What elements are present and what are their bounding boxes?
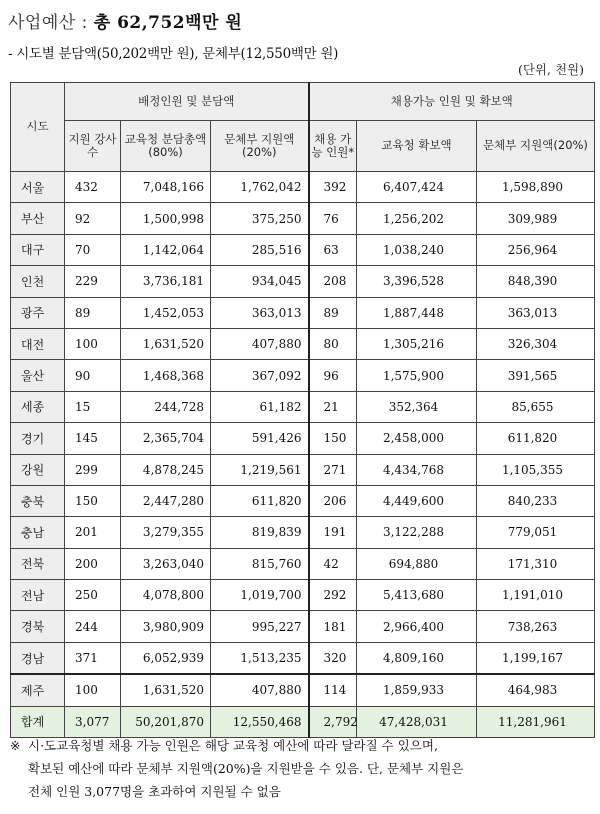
cell-edu-secured: 3,122,288 xyxy=(357,517,477,548)
page-title xyxy=(8,8,242,33)
cell-region: 제주 xyxy=(11,674,65,706)
cell-ministry-a: 1,219,561 xyxy=(211,454,309,485)
cell-edu-secured: 1,038,240 xyxy=(357,234,477,265)
cell-ministry-a: 367,092 xyxy=(211,360,309,391)
cell-region: 인천 xyxy=(11,266,65,297)
cell-edu-secured: 1,575,900 xyxy=(357,360,477,391)
table-row xyxy=(11,391,595,422)
cell-edu-share: 1,142,064 xyxy=(121,234,211,265)
title-value: 총 62,752백만 원 xyxy=(93,13,243,33)
cell-edu-share: 6,052,939 xyxy=(121,642,211,674)
cell-region: 대전 xyxy=(11,328,65,359)
cell-edu-secured: 1,256,202 xyxy=(357,203,477,234)
cell-hireable: 42 xyxy=(309,548,357,579)
table-row xyxy=(11,642,595,674)
title-label: 사업예산 : xyxy=(8,13,94,33)
note-line-2: 확보된 예산에 따라 문체부 지원액(20%)을 지원받을 수 있음. 단, 문체부 지원은 xyxy=(28,761,464,776)
cell-hireable: 206 xyxy=(309,485,357,516)
cell-edu-share: 1,500,998 xyxy=(121,203,211,234)
cell-edu-share: 3,736,181 xyxy=(121,266,211,297)
cell-edu-secured: 6,407,424 xyxy=(357,172,477,203)
cell-edu-secured: 1,859,933 xyxy=(357,674,477,706)
cell-region: 광주 xyxy=(11,297,65,328)
note-line-1: 시·도교육청별 채용 가능 인원은 해당 교육청 예산에 따라 달라질 수 있으며, xyxy=(28,738,438,753)
cell-ministry-a: 1,762,042 xyxy=(211,172,309,203)
table-row xyxy=(11,423,595,454)
cell-edu-share: 4,078,800 xyxy=(121,580,211,611)
cell-region: 충북 xyxy=(11,485,65,516)
cell-ministry-a: 375,250 xyxy=(211,203,309,234)
cell-ministry-b: 611,820 xyxy=(477,423,595,454)
cell-ministry-b: 256,964 xyxy=(477,234,595,265)
cell-region: 대구 xyxy=(11,234,65,265)
unit-label: (단위, 천원) xyxy=(517,62,584,77)
note-mark: ※ xyxy=(10,738,21,753)
cell-hireable: 63 xyxy=(309,234,357,265)
cell-edu-secured: 1,305,216 xyxy=(357,328,477,359)
cell-ministry-a: 1,513,235 xyxy=(211,642,309,674)
cell-ministry-b: 464,983 xyxy=(477,674,595,706)
cell-instructors: 90 xyxy=(65,360,121,391)
cell-edu-secured: 2,966,400 xyxy=(357,611,477,642)
cell-ministry-b: 779,051 xyxy=(477,517,595,548)
cell-edu-share: 3,263,040 xyxy=(121,548,211,579)
cell-instructors: 150 xyxy=(65,485,121,516)
cell-instructors: 299 xyxy=(65,454,121,485)
cell-instructors: 250 xyxy=(65,580,121,611)
cell-region: 서울 xyxy=(11,172,65,203)
cell-edu-share: 2,447,280 xyxy=(121,485,211,516)
header-group-allocation: 배정인원 및 분담액 xyxy=(65,83,309,121)
cell-edu-secured: 47,428,031 xyxy=(357,706,477,737)
cell-edu-share: 3,980,909 xyxy=(121,611,211,642)
cell-edu-share: 1,468,368 xyxy=(121,360,211,391)
cell-instructors: 89 xyxy=(65,297,121,328)
table-row xyxy=(11,328,595,359)
cell-region: 전북 xyxy=(11,548,65,579)
cell-edu-secured: 3,396,528 xyxy=(357,266,477,297)
cell-edu-secured: 4,449,600 xyxy=(357,485,477,516)
cell-hireable: 320 xyxy=(309,642,357,674)
cell-ministry-a: 407,880 xyxy=(211,674,309,706)
cell-hireable: 181 xyxy=(309,611,357,642)
note-line-3: 전체 인원 3,077명을 초과하여 지원될 수 없음 xyxy=(28,784,281,799)
table-row xyxy=(11,454,595,485)
cell-edu-share: 3,279,355 xyxy=(121,517,211,548)
cell-hireable: 292 xyxy=(309,580,357,611)
cell-edu-secured: 352,364 xyxy=(357,391,477,422)
cell-region: 경남 xyxy=(11,642,65,674)
cell-ministry-b: 738,263 xyxy=(477,611,595,642)
table-row xyxy=(11,203,595,234)
cell-ministry-b: 1,199,167 xyxy=(477,642,595,674)
cell-ministry-a: 934,045 xyxy=(211,266,309,297)
header-hireable: 채용 가능 인원* xyxy=(309,121,357,172)
cell-hireable: 208 xyxy=(309,266,357,297)
header-region: 시도 xyxy=(11,83,65,172)
cell-hireable: 392 xyxy=(309,172,357,203)
cell-edu-secured: 4,434,768 xyxy=(357,454,477,485)
subtitle: - 시도별 분담액(50,202백만 원), 문체부(12,550백만 원) xyxy=(8,46,339,62)
total-row xyxy=(11,706,595,737)
cell-instructors: 432 xyxy=(65,172,121,203)
cell-hireable: 191 xyxy=(309,517,357,548)
cell-hireable: 271 xyxy=(309,454,357,485)
table-row xyxy=(11,172,595,203)
cell-ministry-a: 285,516 xyxy=(211,234,309,265)
cell-hireable: 96 xyxy=(309,360,357,391)
cell-instructors: 100 xyxy=(65,328,121,359)
header-edu-share: 교육청 분담총액(80%) xyxy=(121,121,211,172)
cell-region: 울산 xyxy=(11,360,65,391)
cell-ministry-a: 363,013 xyxy=(211,297,309,328)
table-row xyxy=(11,266,595,297)
table-row xyxy=(11,297,595,328)
cell-region: 충남 xyxy=(11,517,65,548)
cell-edu-share: 1,631,520 xyxy=(121,674,211,706)
cell-edu-share: 4,878,245 xyxy=(121,454,211,485)
table-row xyxy=(11,548,595,579)
cell-ministry-a: 12,550,468 xyxy=(211,706,309,737)
cell-instructors: 244 xyxy=(65,611,121,642)
table-row xyxy=(11,234,595,265)
cell-ministry-b: 848,390 xyxy=(477,266,595,297)
cell-ministry-b: 326,304 xyxy=(477,328,595,359)
header-group-hiring: 채용가능 인원 및 확보액 xyxy=(309,83,595,121)
cell-ministry-a: 611,820 xyxy=(211,485,309,516)
cell-ministry-b: 363,013 xyxy=(477,297,595,328)
cell-edu-share: 1,631,520 xyxy=(121,328,211,359)
cell-ministry-a: 1,019,700 xyxy=(211,580,309,611)
cell-edu-share: 244,728 xyxy=(121,391,211,422)
table-row xyxy=(11,360,595,391)
cell-ministry-b: 171,310 xyxy=(477,548,595,579)
cell-ministry-a: 995,227 xyxy=(211,611,309,642)
footnote xyxy=(10,734,594,803)
cell-instructors: 371 xyxy=(65,642,121,674)
cell-ministry-a: 819,839 xyxy=(211,517,309,548)
cell-hireable: 89 xyxy=(309,297,357,328)
cell-ministry-b: 840,233 xyxy=(477,485,595,516)
header-instructors: 지원 강사수 xyxy=(65,121,121,172)
cell-region: 세종 xyxy=(11,391,65,422)
cell-edu-share: 7,048,166 xyxy=(121,172,211,203)
budget-table xyxy=(10,82,595,738)
cell-ministry-b: 391,565 xyxy=(477,360,595,391)
cell-ministry-a: 407,880 xyxy=(211,328,309,359)
cell-ministry-b: 309,989 xyxy=(477,203,595,234)
cell-region: 부산 xyxy=(11,203,65,234)
cell-hireable: 150 xyxy=(309,423,357,454)
cell-hireable: 80 xyxy=(309,328,357,359)
cell-edu-share: 2,365,704 xyxy=(121,423,211,454)
cell-instructors: 92 xyxy=(65,203,121,234)
cell-hireable: 2,792 xyxy=(309,706,357,737)
cell-ministry-a: 815,760 xyxy=(211,548,309,579)
table-row xyxy=(11,485,595,516)
cell-edu-share: 50,201,870 xyxy=(121,706,211,737)
cell-ministry-b: 1,191,010 xyxy=(477,580,595,611)
cell-ministry-b: 11,281,961 xyxy=(477,706,595,737)
cell-hireable: 114 xyxy=(309,674,357,706)
cell-edu-share: 1,452,053 xyxy=(121,297,211,328)
cell-ministry-b: 1,105,355 xyxy=(477,454,595,485)
cell-instructors: 145 xyxy=(65,423,121,454)
cell-ministry-b: 1,598,890 xyxy=(477,172,595,203)
header-ministry-support-a: 문체부 지원액(20%) xyxy=(211,121,309,172)
header-ministry-support-b: 문체부 지원액(20%) xyxy=(477,121,595,172)
cell-instructors: 229 xyxy=(65,266,121,297)
cell-edu-secured: 1,887,448 xyxy=(357,297,477,328)
cell-instructors: 15 xyxy=(65,391,121,422)
cell-edu-secured: 694,880 xyxy=(357,548,477,579)
header-edu-secured: 교육청 확보액 xyxy=(357,121,477,172)
cell-instructors: 70 xyxy=(65,234,121,265)
cell-region: 전남 xyxy=(11,580,65,611)
table-row xyxy=(11,611,595,642)
cell-region: 경북 xyxy=(11,611,65,642)
cell-instructors: 200 xyxy=(65,548,121,579)
cell-region: 강원 xyxy=(11,454,65,485)
cell-region: 경기 xyxy=(11,423,65,454)
cell-ministry-a: 61,182 xyxy=(211,391,309,422)
cell-edu-secured: 4,809,160 xyxy=(357,642,477,674)
cell-edu-secured: 2,458,000 xyxy=(357,423,477,454)
cell-instructors: 201 xyxy=(65,517,121,548)
table-body xyxy=(11,172,595,738)
cell-hireable: 76 xyxy=(309,203,357,234)
cell-ministry-b: 85,655 xyxy=(477,391,595,422)
cell-hireable: 21 xyxy=(309,391,357,422)
table-row xyxy=(11,674,595,706)
cell-region: 합계 xyxy=(11,706,65,737)
cell-ministry-a: 591,426 xyxy=(211,423,309,454)
cell-edu-secured: 5,413,680 xyxy=(357,580,477,611)
table-row xyxy=(11,580,595,611)
table-row xyxy=(11,517,595,548)
cell-instructors: 100 xyxy=(65,674,121,706)
cell-instructors: 3,077 xyxy=(65,706,121,737)
